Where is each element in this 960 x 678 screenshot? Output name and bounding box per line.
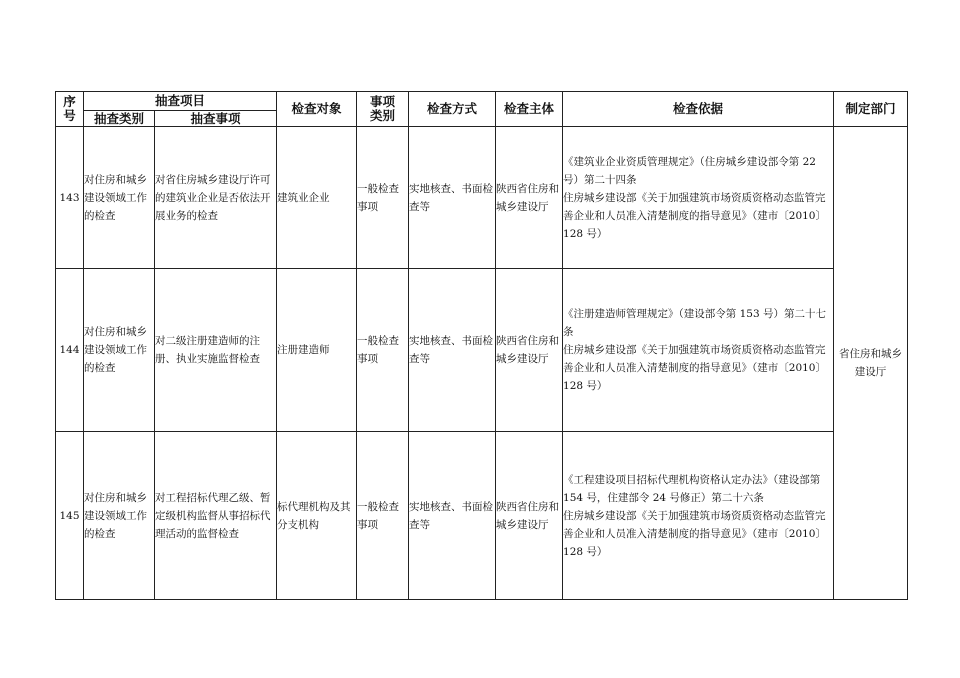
row-basis: 《建筑业企业资质管理规定》（住房城乡建设部令第 22 号）第二十四条 住房城乡建设部《关于加强建筑市场资质资格动态监管完善企业和人员准入清楚制度的指导意见》（建市〔2010〕128 号） — [563, 127, 834, 269]
row-category: 对住房和城乡建设领域工作的检查 — [84, 127, 155, 269]
row-target: 注册建造师 — [277, 269, 357, 432]
row-seq: 145 — [56, 432, 84, 600]
table-row — [56, 127, 908, 269]
header-basis: 检查依据 — [563, 92, 834, 127]
row-category: 对住房和城乡建设领域工作的检查 — [84, 432, 155, 600]
row-subject: 陕西省住房和城乡建设厅 — [496, 127, 563, 269]
row-seq: 143 — [56, 127, 84, 269]
row-target: 标代理机构及其分支机构 — [277, 432, 357, 600]
header-seq: 序 号 — [56, 92, 84, 127]
row-category: 对住房和城乡建设领域工作的检查 — [84, 269, 155, 432]
header-item-group: 抽查项目 — [84, 92, 277, 111]
header-subject: 检查主体 — [496, 92, 563, 127]
row-dept: 省住房和城乡建设厅 — [834, 127, 908, 600]
row-seq: 144 — [56, 269, 84, 432]
row-matter: 对省住房城乡建设厅许可的建筑业企业是否依法开展业务的检查 — [155, 127, 277, 269]
header-item-matter: 抽查事项 — [155, 111, 277, 127]
inspection-table — [55, 91, 908, 600]
row-basis: 《注册建造师管理规定》（建设部令第 153 号）第二十七条 住房城乡建设部《关于加强建筑市场资质资格动态监管完善企业和人员准入清楚制度的指导意见》（建市〔2010〕128 号） — [563, 269, 834, 432]
table-row — [56, 269, 908, 432]
row-method: 实地核查、书面检查等 — [409, 269, 496, 432]
header-target: 检查对象 — [277, 92, 357, 127]
row-method: 实地核查、书面检查等 — [409, 432, 496, 600]
row-subject: 陕西省住房和城乡建设厅 — [496, 269, 563, 432]
header-dept: 制定部门 — [834, 92, 908, 127]
row-matter: 对二级注册建造师的注册、执业实施监督检查 — [155, 269, 277, 432]
table-row — [56, 432, 908, 600]
row-subject: 陕西省住房和城乡建设厅 — [496, 432, 563, 600]
row-type: 一般检查事项 — [357, 127, 409, 269]
row-basis: 《工程建设项目招标代理机构资格认定办法》（建设部第 154 号，住建部令 24 号修正）第二十六条 住房城乡建设部《关于加强建筑市场资质资格动态监管完善企业和人员准入清楚制度的指导意见》（建市〔2010〕128 号） — [563, 432, 834, 600]
row-method: 实地核查、书面检查等 — [409, 127, 496, 269]
row-target: 建筑业企业 — [277, 127, 357, 269]
row-matter: 对工程招标代理乙级、暂定级机构监督从事招标代理活动的监督检查 — [155, 432, 277, 600]
header-item-category: 抽查类别 — [84, 111, 155, 127]
header-method: 检查方式 — [409, 92, 496, 127]
row-type: 一般检查事项 — [357, 269, 409, 432]
header-matter-type: 事项 类别 — [357, 92, 409, 127]
row-type: 一般检查事项 — [357, 432, 409, 600]
